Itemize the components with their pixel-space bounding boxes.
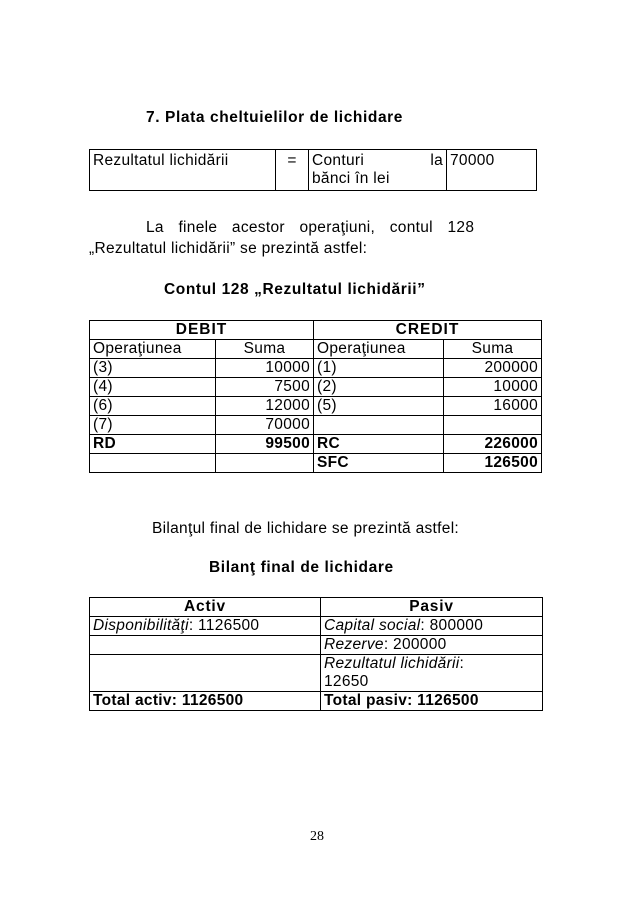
activ-header: Activ xyxy=(90,598,321,617)
paragraph-line1 xyxy=(89,217,537,238)
debit-col-sum: Suma xyxy=(216,340,314,359)
credit-col-operation: Operaţiunea xyxy=(314,340,444,359)
debit-sum: 70000 xyxy=(216,416,314,435)
entry-credit-word2: la xyxy=(430,152,443,169)
paragraph-line1-text: La finele acestor operaţiuni, contul 128 xyxy=(146,219,475,236)
pasiv-rezultat xyxy=(321,655,543,692)
journal-entry-table xyxy=(89,149,537,191)
entry-equals: = xyxy=(276,150,309,191)
debit-total-label: RD xyxy=(90,435,216,454)
table-row xyxy=(90,692,543,711)
rl-label: Rezultatul lichidării xyxy=(324,655,460,672)
table-row xyxy=(90,416,542,435)
credit-operation: (1) xyxy=(314,359,444,378)
entry-credit-account xyxy=(309,150,447,191)
page-number: 28 xyxy=(310,829,324,844)
rez-label: Rezerve xyxy=(324,636,384,653)
activ-empty xyxy=(90,636,321,655)
table-row xyxy=(90,340,542,359)
debit-operation: (6) xyxy=(90,397,216,416)
pasiv-header: Pasiv xyxy=(321,598,543,617)
rez-value: : 200000 xyxy=(383,636,447,653)
debit-total-sum: 99500 xyxy=(216,435,314,454)
pasiv-rezerve xyxy=(321,636,543,655)
account-title: Contul 128 „Rezultatul lichidării” xyxy=(164,281,426,298)
disp-value: : 1126500 xyxy=(188,617,260,634)
debit-header: DEBIT xyxy=(90,321,314,340)
credit-col-sum: Suma xyxy=(444,340,542,359)
balance-title: Bilanţ final de lichidare xyxy=(209,559,394,576)
total-pasiv: Total pasiv: 1126500 xyxy=(321,692,543,711)
cap-value: : 800000 xyxy=(420,617,484,634)
entry-amount: 70000 xyxy=(447,150,537,191)
paragraph-line2: „Rezultatul lichidării” se prezintă astfel: xyxy=(89,240,368,257)
credit-operation xyxy=(314,416,444,435)
section-heading: 7. Plata cheltuielilor de lichidare xyxy=(146,109,404,126)
table-row xyxy=(90,655,543,692)
entry-debit-account: Rezultatul lichidării xyxy=(90,150,276,191)
debit-operation xyxy=(90,454,216,473)
rl-colon: : xyxy=(459,655,465,672)
cap-label: Capital social xyxy=(324,617,421,634)
credit-total-label: RC xyxy=(314,435,444,454)
debit-sum: 10000 xyxy=(216,359,314,378)
table-row xyxy=(90,150,537,191)
table-row xyxy=(90,617,543,636)
debit-col-operation: Operaţiunea xyxy=(90,340,216,359)
credit-operation: (2) xyxy=(314,378,444,397)
table-row xyxy=(90,397,542,416)
credit-header: CREDIT xyxy=(314,321,542,340)
debit-sum: 7500 xyxy=(216,378,314,397)
balance-table xyxy=(89,597,543,711)
table-row xyxy=(90,435,542,454)
debit-sum: 12000 xyxy=(216,397,314,416)
credit-sum: 16000 xyxy=(444,397,542,416)
disp-label: Disponibilităţi xyxy=(93,617,189,634)
total-activ: Total activ: 1126500 xyxy=(90,692,321,711)
rl-value: 12650 xyxy=(324,673,369,690)
entry-credit-line2: bănci în lei xyxy=(312,170,390,187)
table-row xyxy=(90,454,542,473)
debit-sum xyxy=(216,454,314,473)
table-row xyxy=(90,598,543,617)
credit-final-balance-label: SFC xyxy=(314,454,444,473)
entry-credit-word1: Conturi xyxy=(312,152,365,169)
table-row xyxy=(90,321,542,340)
credit-operation: (5) xyxy=(314,397,444,416)
paragraph-intro xyxy=(89,217,537,259)
credit-sum: 200000 xyxy=(444,359,542,378)
credit-sum xyxy=(444,416,542,435)
table-row xyxy=(90,359,542,378)
debit-operation: (4) xyxy=(90,378,216,397)
activ-disponibilitati xyxy=(90,617,321,636)
credit-final-balance-sum: 126500 xyxy=(444,454,542,473)
credit-sum: 10000 xyxy=(444,378,542,397)
paragraph-balance-intro: Bilanţul final de lichidare se prezintă astfel: xyxy=(152,520,460,537)
table-row xyxy=(90,378,542,397)
credit-total-sum: 226000 xyxy=(444,435,542,454)
pasiv-capital-social xyxy=(321,617,543,636)
activ-empty xyxy=(90,655,321,692)
debit-operation: (7) xyxy=(90,416,216,435)
debit-operation: (3) xyxy=(90,359,216,378)
table-row xyxy=(90,636,543,655)
account-table xyxy=(89,320,542,473)
